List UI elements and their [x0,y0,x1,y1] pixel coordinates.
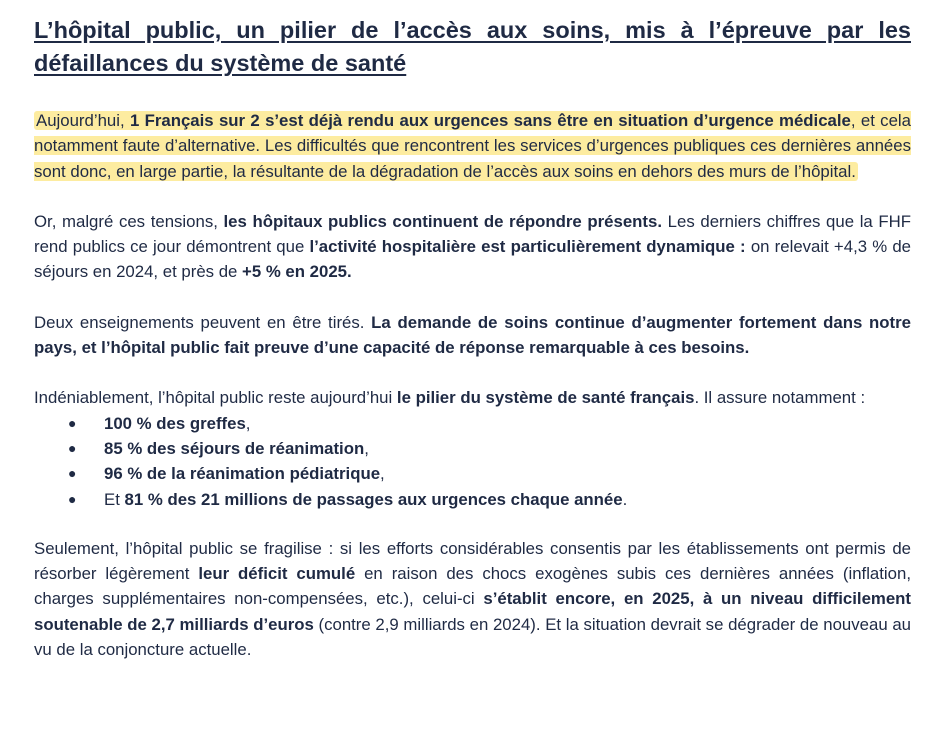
para4-text-c: . Il assure notamment : [694,388,866,408]
list-item-bold: 81 % des 21 millions de passages aux urgences chaque année [124,489,623,509]
para2-text-d: on relevait +4,3 % de séjours en 2024, et près de [34,237,911,282]
para2-bold-3: +5 % en 2025. [242,262,352,282]
document-title: L’hôpital public, un pilier de l’accès aux soins, mis à l’épreuve par les défaillances du système de santé [34,17,911,76]
para5-bold-1: leur déficit cumulé [198,564,356,584]
paragraph-deficit [34,536,911,662]
highlighted-text [34,111,911,181]
list-item-post: , [380,464,385,484]
list-item-bold: 100 % des greffes [104,413,246,433]
para1-text-a: Aujourd’hui, [36,111,130,130]
bullet-icon: ● [68,465,77,482]
paragraph-enseignements [34,310,911,361]
para5-bold-2: s’établit encore, en 2025, à un niveau difficilement soutenable de 2,7 milliards d’euros [34,589,911,634]
list-item-pre: Et [104,489,125,509]
list-item-bold: 85 % des séjours de réanimation [104,438,365,458]
bullet-icon: ● [68,490,77,507]
para5-text-a: Seulement, l’hôpital public se fragilise : si les efforts considérables consentis par les établissements ont permis de résorber légèrement [34,538,911,584]
para4-bold-1: le pilier du système de santé français [396,388,695,408]
list-item-bold: 96 % de la réanimation pédiatrique [104,464,381,484]
bullet-icon: ● [68,414,77,431]
list-item [68,411,911,436]
para1-text-c: , et cela notamment faute d’alternative. Les difficultés que rencontrent les services d’urgences publiques ces dernières années sont donc, en large partie, la résultante de la dégradation de l’accès aux soins en dehors des murs de l’hôpital. [34,111,911,181]
para5-text-d: (contre 2,9 milliards en 2024). Et la situation devrait se dégrader de nouveau au vu de la conjoncture actuelle. [34,614,911,660]
paragraph-urgences [34,108,911,184]
list-item [68,461,911,486]
para2-text-a: Or, malgré ces tensions, [34,211,224,231]
para3-bold-1: La demande de soins continue d’augmenter fortement dans notre pays, et l’hôpital public fait preuve d’une capacité de réponse remarquable à ces besoins. [34,312,911,358]
para5-text-c: en raison des chocs exogènes subis ces dernières années (inflation, charges supplémentaires non-compensées, etc.), celui-ci [34,564,911,609]
paragraph-activite [34,209,911,285]
list-item-post: . [622,489,628,509]
stats-list [34,411,911,512]
para2-text-c: Les derniers chiffres que la FHF rend publics ce jour démontrent que [34,211,912,257]
list-item [68,436,911,461]
list-item-post: , [245,413,251,433]
para2-bold-2: l’activité hospitalière est particulièrement dynamique : [309,237,746,257]
bullet-icon: ● [68,439,77,456]
para1-bold-1: 1 Français sur 2 s’est déjà rendu aux urgences sans être en situation d’urgence médicale [129,111,851,130]
paragraph-pilier [34,385,911,410]
para2-bold-1: les hôpitaux publics continuent de répondre présents. [223,211,663,231]
list-item [68,487,911,512]
list-item-post: , [364,438,369,458]
para4-text-a: Indéniablement, l’hôpital public reste aujourd’hui [34,388,397,408]
para3-text-a: Deux enseignements peuvent en être tirés. [34,312,372,332]
